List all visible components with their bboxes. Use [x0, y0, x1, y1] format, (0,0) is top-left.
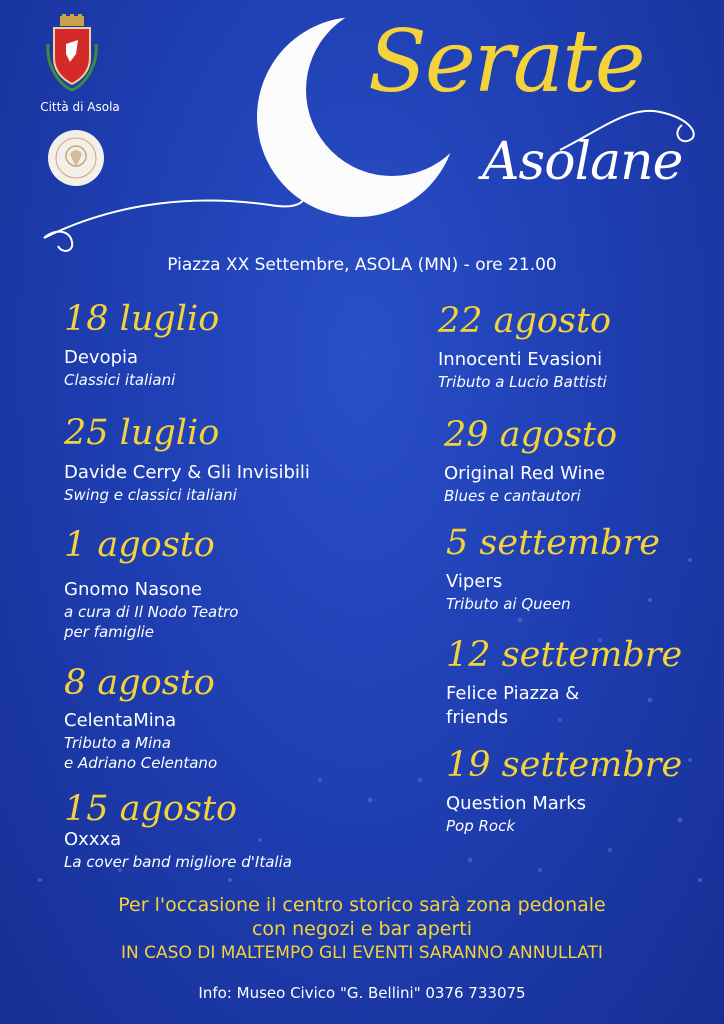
event-date: 15 agosto [64, 789, 238, 829]
event-right-5 [446, 746, 682, 836]
event-artist-line-2: friends [446, 707, 509, 728]
event-description-2: per famiglie [64, 623, 155, 641]
event-artist: Gnomo Nasone [64, 579, 203, 600]
event-date: 12 settembre [446, 635, 683, 675]
event-right-3 [446, 524, 660, 614]
event-date: 18 luglio [64, 299, 220, 339]
event-description: Tributo ai Queen [446, 595, 571, 613]
event-description: Tributo a Lucio Battisti [438, 373, 607, 391]
event-date: 5 settembre [446, 523, 660, 563]
event-artist: Felice Piazza & [446, 683, 580, 704]
city-crest-icon [44, 14, 100, 94]
event-date: 19 settembre [446, 745, 683, 785]
info-contact: Info: Museo Civico "G. Bellini" 0376 733075 [198, 984, 526, 1002]
event-artist: Original Red Wine [444, 463, 605, 484]
event-artist: Vipers [446, 571, 503, 592]
event-description: Blues e cantautori [444, 487, 581, 505]
event-location: Piazza XX Settembre, ASOLA (MN) - ore 21.00 [167, 255, 557, 275]
event-left-4 [64, 664, 217, 773]
event-left-5 [64, 790, 292, 872]
event-description: La cover band migliore d'Italia [64, 853, 292, 871]
event-title-main: Serate [368, 12, 644, 112]
event-date: 1 agosto [64, 525, 215, 565]
event-artist: Innocenti Evasioni [438, 349, 603, 370]
event-description: a cura di Il Nodo Teatro [64, 603, 239, 621]
city-label: Città di Asola [40, 100, 120, 114]
event-date: 29 agosto [444, 415, 618, 455]
event-description: Classici italiani [64, 371, 176, 389]
event-date: 25 luglio [64, 413, 220, 453]
event-left-3 [64, 526, 238, 642]
note-line-1: Per l'occasione il centro storico sarà zona pedonale [118, 894, 606, 916]
event-description: Tributo a Mina [64, 734, 171, 752]
event-artist: Davide Cerry & Gli Invisibili [64, 462, 310, 483]
note-line-2: con negozi e bar aperti [251, 918, 473, 940]
weather-cancellation-note: IN CASO DI MALTEMPO GLI EVENTI SARANNO ANNULLATI [121, 943, 603, 963]
event-description: Swing e classici italiani [64, 486, 237, 504]
event-right-2 [444, 416, 617, 506]
event-date: 8 agosto [64, 663, 215, 703]
event-artist: Devopia [64, 347, 139, 368]
event-right-1 [438, 302, 611, 392]
event-artist: Question Marks [446, 793, 586, 814]
association-logo-icon [48, 130, 104, 186]
event-left-2 [64, 414, 310, 505]
pedestrian-zone-note [0, 893, 724, 941]
event-left-1 [64, 300, 219, 390]
event-artist: Oxxxa [64, 829, 122, 850]
event-description-2: e Adriano Celentano [64, 754, 218, 772]
event-title-secondary: Asolane [482, 132, 683, 192]
event-description: Pop Rock [446, 817, 516, 835]
event-artist: CelentaMina [64, 710, 177, 731]
event-right-4 [446, 636, 682, 730]
event-date: 22 agosto [438, 301, 612, 341]
